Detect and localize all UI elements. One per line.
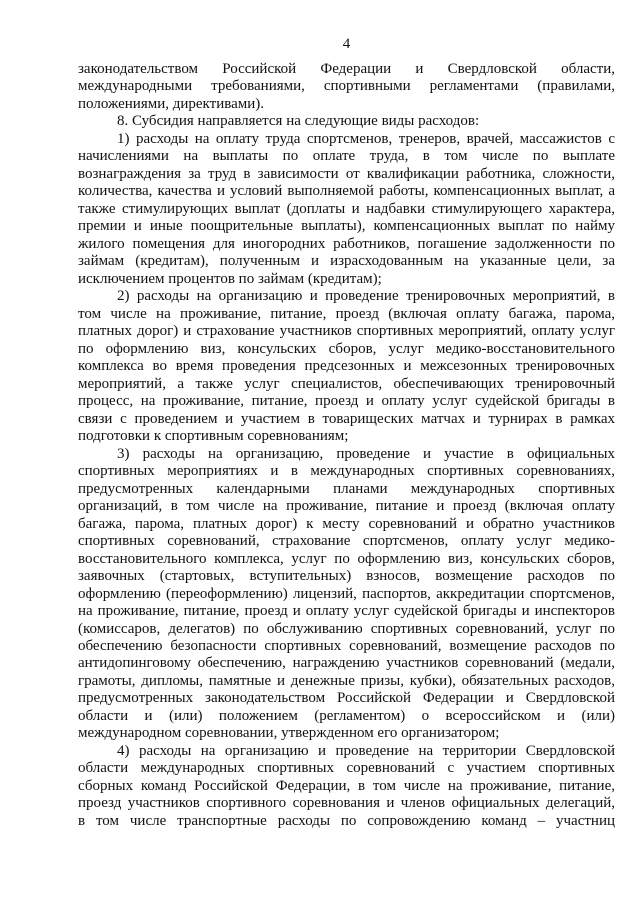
text-line: области международных спортивных соревнований с участием спортивных [78,760,615,777]
text-line: количества, качества и условий выполняемой работы, компенсационных выплат, а [78,183,615,200]
text-line: законодательством Российской Федерации и Свердловской области, [78,61,615,77]
text-line: 8. Субсидия направляется на следующие виды расходов: [117,113,480,130]
text-line: сборных команд Российской Федерации, в том числе на проживание, питание, [78,777,615,794]
text-line: займам (кредитам), полученным и израсходованным на указанные цели, за [78,253,615,270]
text-line: организаций, в том числе на проживание, питание и проезд (включая оплату [78,498,615,515]
text-line: вознаграждения за труд в зависимости от квалификации работника, сложности, [78,165,615,182]
text-line: положениями, директивами). [78,95,265,112]
text-line: подготовки к спортивным соревнованиям; [78,428,349,445]
text-line: обеспечению безопасности спортивных соревнований, возмещение расходов по [78,637,615,654]
expense-item-3 [78,446,615,743]
text-line: комплекса во время проведения предсезонных и межсезонных тренировочных [78,358,615,375]
text-line: том числе на проживание, питание, проезд (включая оплату багажа, парома, [78,305,615,322]
text-line: предусмотренных календарными планами международных спортивных [78,480,615,497]
text-line: оформлению (переоформлению) лицензий, паспортов, аккредитации спортсменов, [78,585,615,602]
text-line: багажа, парома, платных дорог) к месту соревнований и обратно участников [78,515,615,532]
continued-paragraph [78,61,615,113]
text-line: также стимулирующих выплат (доплаты и надбавки стимулирующего характера, [78,200,615,217]
expense-item-4 [78,743,615,830]
text-line: 3) расходы на организацию, проведение и участие в официальных [117,445,615,462]
text-line: (комиссаров, делегатов) по обслуживанию спортивных соревнований, услуг по [78,620,615,637]
text-line: по оформлению виз, консульских сборов, услуг медико-восстановительного [78,340,615,357]
text-line: проезд участников спортивного соревнования и членов официальных делегаций, [78,795,615,812]
text-line: платных дорог) и страхование участников спортивных мероприятий, оплату услуг [78,323,615,340]
text-line: международном соревновании, утвержденном его организатором; [78,725,500,742]
text-line: на проживание, питание, проезд и оплату услуг судейской бригады и инспекторов [78,603,615,620]
document-body [78,61,615,830]
expense-item-2 [78,288,615,445]
text-line: процесс, на проживание, питание, проезд и оплату услуг судейской бригады в [78,393,615,410]
text-line: 1) расходы на оплату труда спортсменов, тренеров, врачей, массажистов с [117,130,615,147]
text-line: области и (или) положением (регламентом) о всероссийском и (или) [78,707,615,724]
page-number: 4 [342,36,351,52]
text-line: исключением процентов по займам (кредитам); [78,270,382,287]
text-line: в том числе транспортные расходы по сопровождению команд – участниц [78,812,615,829]
text-line: премии и иные поощрительные выплаты), компенсационных выплат по найму [78,218,615,235]
expense-item-1 [78,131,615,288]
text-line: грамоты, дипломы, памятные и денежные призы, кубки), обязательных расходов, [78,672,615,689]
text-line: спортивных мероприятиях и в международных спортивных соревнованиях, [78,463,615,480]
text-line: заявочных (стартовых, вступительных) взносов, возмещение расходов по [78,568,615,585]
clause-8-intro [78,113,615,130]
text-line: начислениями на выплаты по оплате труда, в том числе по выплате [78,148,615,165]
text-line: связи с проведением и участием в товарищеских матчах и турнирах в рамках [78,410,615,427]
text-line: 2) расходы на организацию и проведение тренировочных мероприятий, в [117,288,615,305]
text-line: мероприятий, а также услуг специалистов, обеспечивающих тренировочный [78,375,615,392]
text-line: предусмотренных законодательством Российской Федерации и Свердловской [78,690,615,707]
text-line: антидопинговому обеспечению, награждению участников соревнований (медали, [78,655,615,672]
text-line: международными требованиями, спортивными регламентами (правилами, [78,78,615,95]
text-line: спортивных соревнований, страхование спортсменов, оплату услуг медико- [78,533,615,550]
text-line: 4) расходы на организацию и проведение на территории Свердловской [117,742,615,759]
text-line: жилого помещения для иногородних работников, погашение задолженности по [78,235,615,252]
text-line: восстановительного комплекса, услуг по оформлению виз, консульских сборов, [78,550,615,567]
